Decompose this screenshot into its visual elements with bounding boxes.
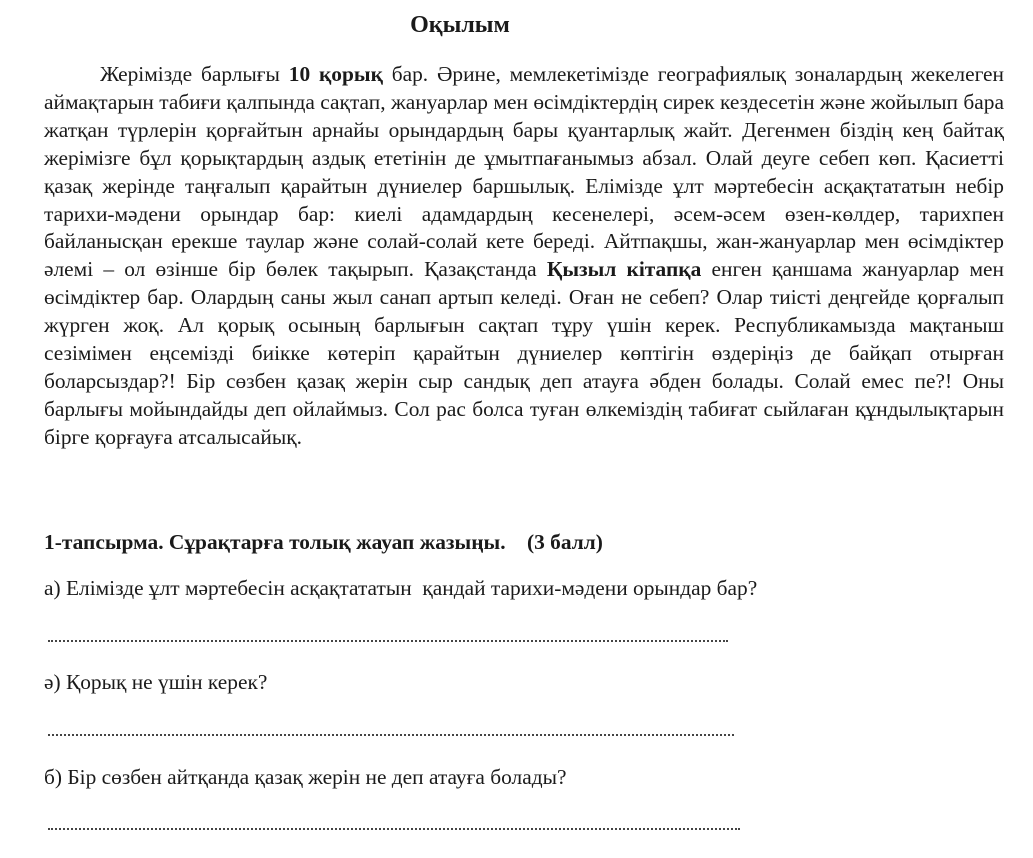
passage-bold-red-book: Қызыл кітапқа: [546, 257, 702, 282]
passage-bold-reserves: 10 қорық: [288, 62, 383, 86]
question-ae: ә) Қорық не үшін керек?: [44, 670, 268, 694]
page-title: Оқылым: [410, 12, 510, 38]
task-title: 1-тапсырма. Сұрақтарға толық жауап жазыңы. (3 балл): [44, 530, 603, 554]
question-b: б) Бір сөзбен айтқанда қазақ жерін не деп атауға болады?: [44, 765, 567, 789]
answer-line-ae[interactable]: [48, 734, 734, 736]
answer-line-a[interactable]: [48, 640, 728, 642]
answer-line-b[interactable]: [48, 828, 740, 830]
reading-passage: [44, 61, 1004, 452]
question-a: а) Елімізде ұлт мәртебесін асқақтататын қандай тарихи-мәдени орындар бар?: [44, 576, 758, 600]
passage-tail: енген қаншама жануарлар мен өсімдіктер бар. Олардың саны жыл санап артып келеді. Оған не себеп? Олар тиісті деңгейде қорғалып жүрген жоқ. Ал қорық осының барлығын сақтап тұру үшін керек. Республикамызда мақтаныш сезімімен еңсемізді биікке көтеріп қарайтын дүниелер көптігін өздеріңіз де байқап отырған боларсыздар?! Бір сөзбен қазақ жерін сыр сандық деп атауға әбден болады. Солай емес пе?! Оны барлығы мойындайды деп ойлаймыз. Сол рас болса туған өлкеміздің табиғат сыйлаған құндылықтарын бірге қорғауға атсалысайық.: [44, 257, 1004, 449]
passage-lead: Жерімізде барлығы: [100, 62, 289, 86]
passage-middle: бар. Әрине, мемлекетімізде географиялық зоналардың жекелеген аймақтарын табиғи қалпында сақтап, жануарлар мен өсімдіктердің сирек кездесетін және жойылып бара жатқан түрлерін қорғайтын арнайы орындардың бары қуантарлық жайт. Дегенмен біздің кең байтақ жерімізге бұл қорықтардың аздық ететінін де ұмытпағанымыз абзал. Олай деуге себеп көп. Қасиетті қазақ жерінде таңғалып қарайтын дүниелер баршылық. Елімізде ұлт мәртебесін асқақтататын небір тарихи-мәдени орындар бар: киелі адамдардың кесенелері, әсем-әсем өзен-көлдер, тарихпен байланысқан ерекше таулар және солай-солай кете береді. Айтпақшы, жан-жануарлар мен өсімдіктер әлемі – ол өзінше бір бөлек тақырып. Қазақстанда: [44, 62, 1005, 282]
